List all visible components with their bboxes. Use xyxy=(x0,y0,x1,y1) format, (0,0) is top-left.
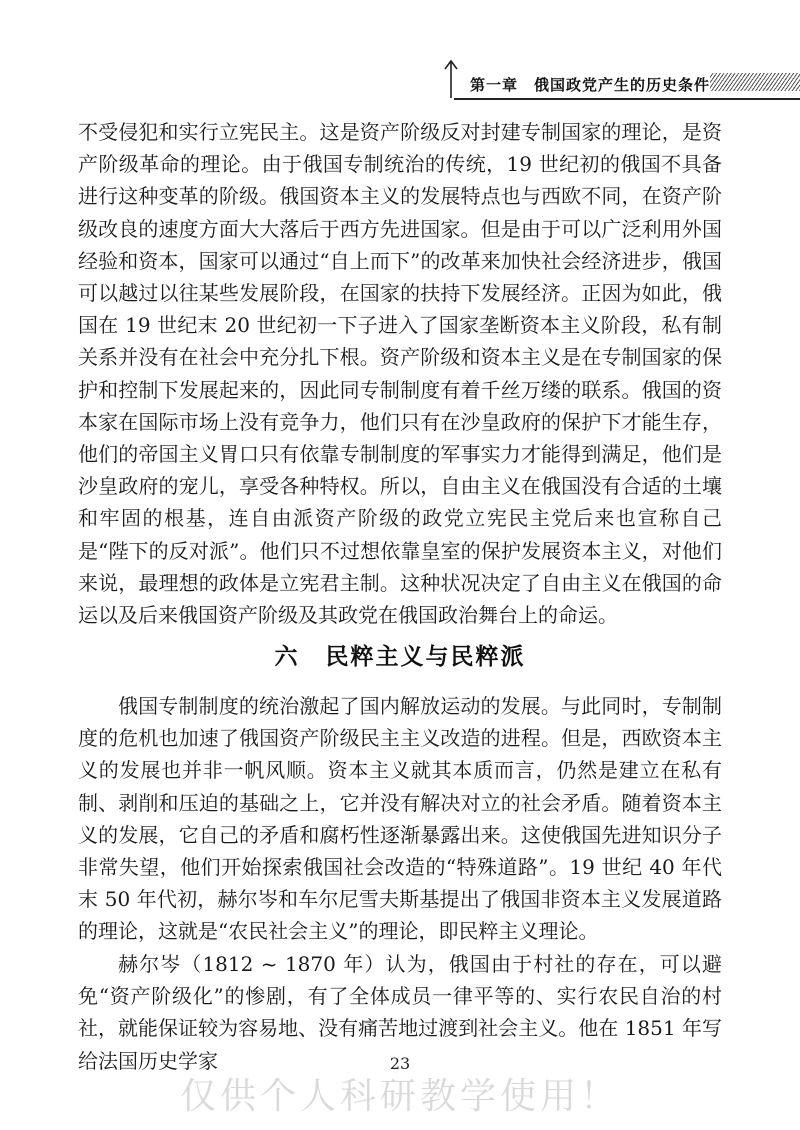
paragraph-1: 不受侵犯和实行立宪民主。这是资产阶级反对封建专制国家的理论，是资产阶级革命的理论。由于俄国专制统治的传统，19 世纪初的俄国不具备进行这种变革的阶级。俄国资本主义的发展特点也与西欧不同，在资产阶级改良的速度方面大大落后于西方先进国家。但是由于可以广泛利用外国经验和资本，国家可以通过“自上而下”的改革来加快社会经济进步，俄国可以越过以往某些发展阶段，在国家的扶持下发展经济。正因为如此，俄国在 19 世纪末 20 世纪初一下子进入了国家垄断资本主义阶段，私有制关系并没有在社会中充分扎下根。资产阶级和资本主义是在专制国家的保护和控制下发展起来的，因此同专制制度有着千丝万缕的联系。俄国的资本家在国际市场上没有竞争力，他们只有在沙皇政府的保护下才能生存，他们的帝国主义胃口只有依靠专制制度的军事实力才能得到满足，他们是沙皇政府的宠儿，享受各种特权。所以，自由主义在俄国没有合适的土壤和牢固的根基，连自由派资产阶级的政党立宪民主党后来也宣称自己是“陛下的反对派”。他们只不过想依靠皇室的保护发展资本主义，对他们来说，最理想的政体是立宪君主制。这种状况决定了自由主义在俄国的命运以及后来俄国资产阶级及其政党在俄国政治舞台上的命运。 xyxy=(78,120,722,628)
header-hatch-decoration xyxy=(710,73,800,91)
section-heading xyxy=(0,638,800,671)
section-number: 六 xyxy=(274,644,300,670)
paragraph-3: 赫尔岑（1812 ~ 1870 年）认为，俄国由于村社的存在，可以避免“资产阶级化”的惨剧，有了全体成员一律平等的、实行农民自治的村社，就能保证较为容易地、没有痛苦地过渡到社会主义。他在 1851 年写给法国历史学家 xyxy=(78,952,722,1073)
chapter-title: 第一章 俄国政党产生的历史条件 xyxy=(470,76,711,94)
page-number: 23 xyxy=(389,1054,411,1073)
running-header xyxy=(440,58,800,102)
watermark: 仅供个人科研教学使用！ xyxy=(179,1076,620,1117)
arrow-up-icon xyxy=(440,58,462,98)
paragraph-2: 俄国专制制度的统治激起了国内解放运动的发展。与此同时，专制制度的危机也加速了俄国资产阶级民主主义改造的进程。但是，西欧资本主义的发展也并非一帆风顺。资本主义就其本质而言，仍然是建立在私有制、剥削和压迫的基础之上，它并没有解决对立的社会矛盾。随着资本主义的发展，它自己的矛盾和腐朽性逐渐暴露出来。这使俄国先进知识分子非常失望，他们开始探索俄国社会改造的“特殊道路”。19 世纪 40 年代末 50 年代初，赫尔岑和车尔尼雪夫斯基提出了俄国非资本主义发展道路的理论，这就是“农民社会主义”的理论，即民粹主义理论。 xyxy=(78,694,722,944)
section-title: 民粹主义与民粹派 xyxy=(325,644,526,670)
header-rule xyxy=(454,98,800,100)
